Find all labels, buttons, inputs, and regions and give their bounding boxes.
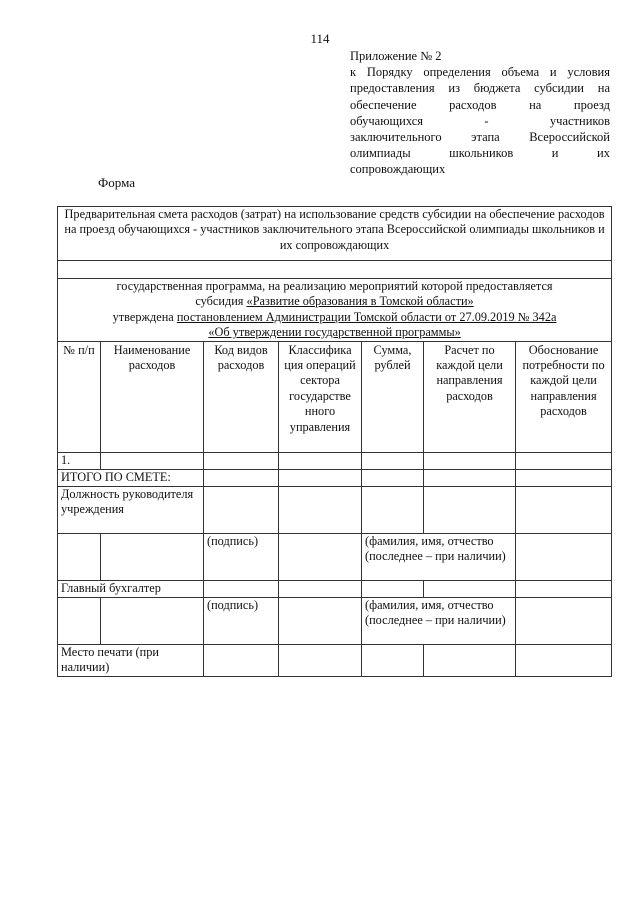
resolution-ref: постановлением Администрации Томской области от 27.09.2019 № 342а (176, 309, 557, 324)
name-label: (фамилия, имя, отчество (последнее – при наличии) (362, 533, 516, 580)
program-info (58, 279, 612, 342)
appendix-line: Приложение № 2 (350, 49, 442, 63)
column-header: Код видов расходов (204, 341, 279, 452)
accountant-label: Главный бухгалтер (58, 580, 204, 597)
program-line: субсидия «Развитие образования в Томской области» (195, 294, 474, 309)
column-header: Классифика ция операций сектора государстве нного управления (279, 341, 362, 452)
form-label: Форма (98, 175, 135, 190)
program-name: «Развитие образования в Томской области» (246, 294, 474, 309)
appendix-line: олимпиады школьников и их (350, 146, 610, 161)
table-header-row (58, 341, 612, 452)
signature-label: (подпись) (204, 597, 279, 644)
stamp-label: Место печати (при наличии) (58, 644, 204, 676)
appendix-line: предоставления из бюджета субсидии на (350, 81, 610, 96)
column-header: № п/п (58, 341, 101, 452)
accountant-signature-row (58, 597, 612, 644)
table-row (58, 452, 612, 469)
director-label: Должность руководителя учреждения (58, 486, 204, 533)
appendix-line: обучающихся - участников (350, 113, 610, 128)
director-signature-row (58, 533, 612, 580)
total-label: ИТОГО ПО СМЕТЕ: (58, 469, 204, 486)
appendix-line: к Порядку определения объема и условия (350, 65, 610, 80)
program-line: утверждена постановлением Администрации Томской области от 27.09.2019 № 342а (112, 309, 557, 324)
row-number: 1. (58, 452, 101, 469)
column-header: Расчет по каждой цели направления расходов (424, 341, 516, 452)
director-row (58, 486, 612, 533)
estimate-title: Предварительная смета расходов (затрат) на использование средств субсидии на обеспечение расходов на проезд обучающихся - участников заключительного этапа Всероссийской олимпиады школьников и их сопровождающих (58, 207, 612, 261)
estimate-table (57, 206, 612, 677)
program-line (61, 325, 608, 340)
appendix-line: заключительного этапа Всероссийской (350, 130, 610, 145)
page-number: 114 (310, 31, 330, 46)
blank-row (58, 261, 612, 279)
program-line: государственная программа, на реализацию мероприятий которой предоставляется (116, 279, 553, 293)
appendix-line: сопровождающих (350, 162, 446, 177)
column-header: Сумма, рублей (362, 341, 424, 452)
stamp-row (58, 644, 612, 676)
resolution-title: «Об утверждении государственной программы» (208, 325, 461, 340)
total-row (58, 469, 612, 486)
accountant-row (58, 580, 612, 597)
column-header: Наименование расходов (101, 341, 204, 452)
appendix-header (350, 48, 610, 178)
column-header: Обоснование потребности по каждой цели направления расходов (516, 341, 612, 452)
name-label: (фамилия, имя, отчество (последнее – при наличии) (362, 597, 516, 644)
signature-label: (подпись) (204, 533, 279, 580)
appendix-line: обеспечение расходов на проезд (350, 97, 610, 112)
